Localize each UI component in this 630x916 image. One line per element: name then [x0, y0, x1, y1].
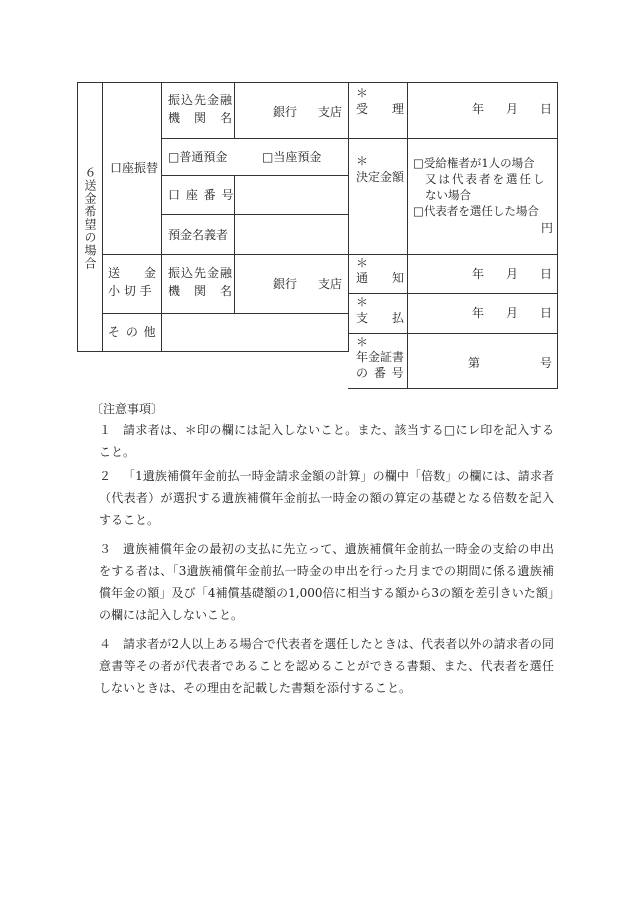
note-number: １: [99, 423, 112, 437]
note-item-3: [99, 538, 554, 626]
receipt-month: 月: [506, 102, 519, 116]
note-item-2: [99, 465, 554, 531]
payment-mark: ＊: [356, 295, 369, 309]
decision-label: 決定金額: [356, 170, 405, 184]
other-label: そ の 他: [108, 325, 157, 339]
decision-option-2[interactable]: □代表者を選任した場合: [413, 204, 539, 218]
payment-year: 年: [472, 306, 485, 320]
note-item-4: [99, 633, 554, 699]
branch-word-2: 支店: [318, 277, 343, 291]
decision-option-1-line3: ない場合: [425, 188, 471, 202]
decision-mark: ＊: [356, 154, 369, 168]
payment-label: 支 払: [356, 311, 405, 325]
notice-day: 日: [540, 267, 553, 281]
bank-transfer-label: 口座振替: [110, 161, 159, 175]
receipt-year: 年: [472, 102, 485, 116]
decision-option-1-line1[interactable]: □受給権者が1人の場合: [413, 156, 535, 170]
bank-word: 銀行: [273, 105, 298, 119]
notice-month: 月: [506, 267, 519, 281]
decision-option-1-line2: 又は代表者を選任し: [425, 172, 547, 186]
note-text: 遺族補償年金の最初の支払に先立って、遺族補償年金前払一時金の支給の申出をする者は、「3遺族補償年金前払一時金の申出を行った月までの期間に係る遺族補償年金の額」及び「4補償基礎額の1,000倍に相当する額から3の額を差引きいた額」の欄には記入しないこと。: [99, 542, 554, 622]
account-holder-field[interactable]: [235, 215, 347, 254]
branch-word: 支店: [318, 105, 343, 119]
account-holder-label: 預金名義者: [168, 228, 229, 242]
cert-mark: ＊: [356, 335, 369, 349]
payee-bank2-label-line2: 機 関 名: [168, 284, 234, 298]
ordinary-deposit-checkbox[interactable]: □普通預金: [168, 150, 228, 164]
notice-year: 年: [472, 267, 485, 281]
receipt-mark: ＊: [356, 86, 369, 100]
notes-title: 〔注意事項〕: [91, 402, 164, 416]
payee-bank-label-line2: 機 関 名: [168, 111, 234, 125]
cert-go: 号: [540, 356, 553, 370]
remittance-label-line2: 小 切 手: [108, 284, 152, 298]
note-number: ４: [99, 637, 112, 651]
payee-bank2-label-line1: 振込先金融: [168, 266, 234, 280]
payee-bank-label-line1: 振込先金融: [168, 93, 234, 107]
receipt-label: 受 理: [356, 102, 405, 116]
yen-unit: 円: [541, 221, 554, 235]
payment-month: 月: [506, 306, 519, 320]
bank-word-2: 銀行: [273, 277, 298, 291]
cert-label-line2: の 番 号: [356, 366, 405, 380]
section-label: ６送金希望の場合: [83, 166, 97, 270]
note-text: 請求者が2人以上ある場合で代表者を選任したときは、代表者以外の請求者の同意書等その者が代表者であることを認めることができる書類、また、代表者を選任しないときは、その理由を記載した書類を添付すること。: [99, 637, 554, 695]
note-text: 請求者は、＊印の欄には記入しないこと。また、該当する□にレ印を記入すること。: [99, 423, 554, 459]
account-number-label: 口 座 番 号: [168, 188, 235, 202]
payment-day: 日: [540, 306, 553, 320]
cert-label-line1: 年金証書: [356, 350, 405, 364]
notice-label: 通 知: [356, 271, 405, 285]
notice-mark: ＊: [356, 256, 369, 270]
account-number-field[interactable]: [235, 176, 347, 214]
note-item-1: [99, 419, 554, 463]
note-number: ２: [99, 469, 112, 483]
note-number: ３: [99, 542, 112, 556]
note-text: 「1遺族補償年金前払一時金請求金額の計算」の欄中「倍数」の欄には、請求者（代表者）が選択する遺族補償年金前払一時金の額の算定の基礎となる倍数を記入すること。: [99, 469, 554, 527]
cert-dai: 第: [468, 356, 481, 370]
other-field[interactable]: [162, 314, 347, 351]
current-deposit-checkbox[interactable]: □当座預金: [262, 150, 322, 164]
remittance-label-line1: 送 金: [108, 266, 157, 280]
receipt-day: 日: [540, 102, 553, 116]
